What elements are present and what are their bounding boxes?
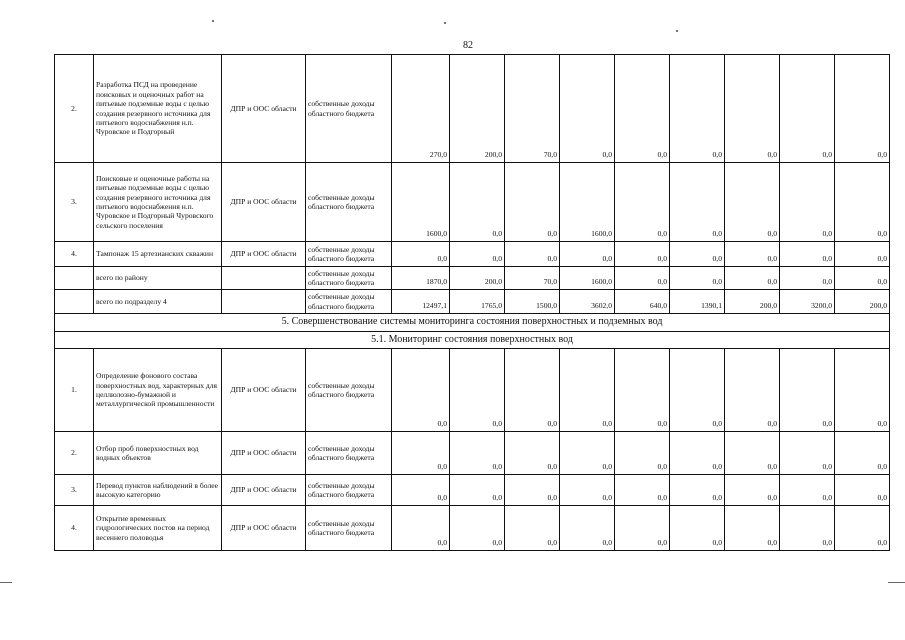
- amount-cell: 1600,0: [392, 163, 450, 242]
- amount-cell: 200,0: [450, 55, 505, 163]
- amount-cell: 0,0: [835, 506, 890, 551]
- budget-table: [54, 54, 890, 551]
- amount-cell: 0,0: [450, 475, 505, 506]
- amount-cell: 0,0: [780, 163, 835, 242]
- funding-source: собственные доходы областного бюджета: [306, 506, 392, 551]
- amount-cell: 0,0: [725, 163, 780, 242]
- amount-cell: 0,0: [670, 349, 725, 432]
- amount-cell: 1765,0: [450, 290, 505, 314]
- amount-cell: 0,0: [392, 432, 450, 475]
- amount-cell: 0,0: [615, 242, 670, 267]
- amount-cell: 0,0: [670, 506, 725, 551]
- executor: ДПР и ООС области: [222, 55, 306, 163]
- amount-cell: 0,0: [505, 242, 560, 267]
- measure-name: Поисковые и оценочные работы на питьевые подземные воды с целью создания резервного источника для питьевого водоснабжения н.п. Чуровское и Подгорный Чуровского сельского поселения: [94, 163, 222, 242]
- measure-name: всего по району: [94, 267, 222, 290]
- funding-source: собственные доходы областного бюджета: [306, 267, 392, 290]
- amount-cell: 0,0: [835, 349, 890, 432]
- section-title: 5. Совершенствование системы мониторинга состояния поверхностных и подземных вод: [55, 314, 890, 332]
- executor: ДПР и ООС области: [222, 506, 306, 551]
- amount-cell: 0,0: [560, 349, 615, 432]
- table-row: [55, 506, 890, 551]
- amount-cell: 0,0: [835, 432, 890, 475]
- executor: ДПР и ООС области: [222, 163, 306, 242]
- page-edge-mark: [0, 582, 12, 583]
- amount-cell: 12497,1: [392, 290, 450, 314]
- amount-cell: 0,0: [725, 55, 780, 163]
- measure-name: Разработка ПСД на проведение поисковых и оценочных работ на питьевые подземные воды с целью создания резервного источника для питьевого водоснабжения н.п. Чуровское и Подгорный: [94, 55, 222, 163]
- amount-cell: 0,0: [670, 267, 725, 290]
- executor: ДПР и ООС области: [222, 432, 306, 475]
- scan-speck: [212, 20, 214, 22]
- amount-cell: 1870,0: [392, 267, 450, 290]
- amount-cell: 0,0: [450, 242, 505, 267]
- table-body-part2: [55, 349, 890, 551]
- amount-cell: 0,0: [725, 349, 780, 432]
- amount-cell: 0,0: [780, 349, 835, 432]
- row-number: [55, 290, 94, 314]
- amount-cell: 0,0: [725, 432, 780, 475]
- amount-cell: 0,0: [560, 242, 615, 267]
- amount-cell: 1390,1: [670, 290, 725, 314]
- amount-cell: 0,0: [835, 55, 890, 163]
- amount-cell: 0,0: [670, 55, 725, 163]
- amount-cell: 0,0: [835, 267, 890, 290]
- amount-cell: 3200,0: [780, 290, 835, 314]
- row-number: 3.: [55, 475, 94, 506]
- funding-source: собственные доходы областного бюджета: [306, 432, 392, 475]
- amount-cell: 0,0: [835, 475, 890, 506]
- row-number: 4.: [55, 506, 94, 551]
- amount-cell: 200,0: [450, 267, 505, 290]
- amount-cell: 0,0: [780, 506, 835, 551]
- amount-cell: 0,0: [780, 432, 835, 475]
- row-number: 1.: [55, 349, 94, 432]
- amount-cell: 0,0: [450, 349, 505, 432]
- table-body-part1: [55, 55, 890, 314]
- amount-cell: 70,0: [505, 55, 560, 163]
- amount-cell: 0,0: [392, 506, 450, 551]
- amount-cell: 0,0: [615, 475, 670, 506]
- measure-name: Определение фонового состава поверхностных вод, характерных для целлюлозно-бумажной и металлургической промышленности: [94, 349, 222, 432]
- table-row: [55, 432, 890, 475]
- amount-cell: 0,0: [615, 267, 670, 290]
- row-number: [55, 267, 94, 290]
- executor: [222, 267, 306, 290]
- funding-source: собственные доходы областного бюджета: [306, 475, 392, 506]
- amount-cell: 0,0: [505, 349, 560, 432]
- subsection-row: [55, 331, 890, 349]
- amount-cell: 0,0: [725, 506, 780, 551]
- amount-cell: 0,0: [560, 475, 615, 506]
- scan-speck: [676, 30, 678, 32]
- funding-source: собственные доходы областного бюджета: [306, 242, 392, 267]
- amount-cell: 70,0: [505, 267, 560, 290]
- table-row: [55, 290, 890, 314]
- amount-cell: 0,0: [670, 432, 725, 475]
- amount-cell: 0,0: [615, 163, 670, 242]
- section-heading-group: [55, 314, 890, 349]
- amount-cell: 0,0: [725, 267, 780, 290]
- executor: ДПР и ООС области: [222, 475, 306, 506]
- section-row: [55, 314, 890, 332]
- amount-cell: 0,0: [450, 506, 505, 551]
- amount-cell: 0,0: [615, 506, 670, 551]
- funding-source: собственные доходы областного бюджета: [306, 163, 392, 242]
- amount-cell: 3602,0: [560, 290, 615, 314]
- measure-name: Отбор проб поверхностных вод водных объектов: [94, 432, 222, 475]
- table-row: [55, 163, 890, 242]
- amount-cell: 0,0: [392, 475, 450, 506]
- amount-cell: 0,0: [450, 432, 505, 475]
- amount-cell: 0,0: [725, 475, 780, 506]
- measure-name: Тампонаж 15 артезианских скважин: [94, 242, 222, 267]
- table-row: [55, 55, 890, 163]
- amount-cell: 0,0: [615, 432, 670, 475]
- page-number: 82: [463, 40, 473, 51]
- measure-name: всего по подразделу 4: [94, 290, 222, 314]
- amount-cell: 1600,0: [560, 163, 615, 242]
- amount-cell: 640,0: [615, 290, 670, 314]
- amount-cell: 0,0: [615, 55, 670, 163]
- amount-cell: 0,0: [392, 349, 450, 432]
- measure-name: Открытие временных гидрологических постов на период весеннего половодья: [94, 506, 222, 551]
- table-row: [55, 242, 890, 267]
- amount-cell: 200,0: [725, 290, 780, 314]
- amount-cell: 0,0: [505, 432, 560, 475]
- amount-cell: 0,0: [560, 506, 615, 551]
- table-row: [55, 349, 890, 432]
- amount-cell: 0,0: [835, 163, 890, 242]
- amount-cell: 0,0: [780, 242, 835, 267]
- funding-source: собственные доходы областного бюджета: [306, 55, 392, 163]
- amount-cell: 270,0: [392, 55, 450, 163]
- amount-cell: 0,0: [670, 242, 725, 267]
- amount-cell: 0,0: [392, 242, 450, 267]
- amount-cell: 1600,0: [560, 267, 615, 290]
- amount-cell: 0,0: [780, 55, 835, 163]
- amount-cell: 0,0: [725, 242, 780, 267]
- table-row: [55, 475, 890, 506]
- measure-name: Перевод пунктов наблюдений в более высокую категорию: [94, 475, 222, 506]
- row-number: 2.: [55, 55, 94, 163]
- amount-cell: 0,0: [560, 432, 615, 475]
- amount-cell: 0,0: [835, 242, 890, 267]
- table-row: [55, 267, 890, 290]
- amount-cell: 0,0: [505, 163, 560, 242]
- amount-cell: 0,0: [670, 475, 725, 506]
- row-number: 3.: [55, 163, 94, 242]
- amount-cell: 1500,0: [505, 290, 560, 314]
- page-edge-mark: [888, 582, 905, 583]
- executor: ДПР и ООС области: [222, 349, 306, 432]
- amount-cell: 0,0: [505, 475, 560, 506]
- executor: [222, 290, 306, 314]
- amount-cell: 0,0: [505, 506, 560, 551]
- row-number: 2.: [55, 432, 94, 475]
- funding-source: собственные доходы областного бюджета: [306, 290, 392, 314]
- subsection-title: 5.1. Мониторинг состояния поверхностных вод: [55, 331, 890, 349]
- row-number: 4.: [55, 242, 94, 267]
- amount-cell: 0,0: [560, 55, 615, 163]
- amount-cell: 200,0: [835, 290, 890, 314]
- scan-speck: [444, 22, 446, 24]
- amount-cell: 0,0: [780, 267, 835, 290]
- amount-cell: 0,0: [670, 163, 725, 242]
- amount-cell: 0,0: [615, 349, 670, 432]
- amount-cell: 0,0: [780, 475, 835, 506]
- executor: ДПР и ООС области: [222, 242, 306, 267]
- amount-cell: 0,0: [450, 163, 505, 242]
- funding-source: собственные доходы областного бюджета: [306, 349, 392, 432]
